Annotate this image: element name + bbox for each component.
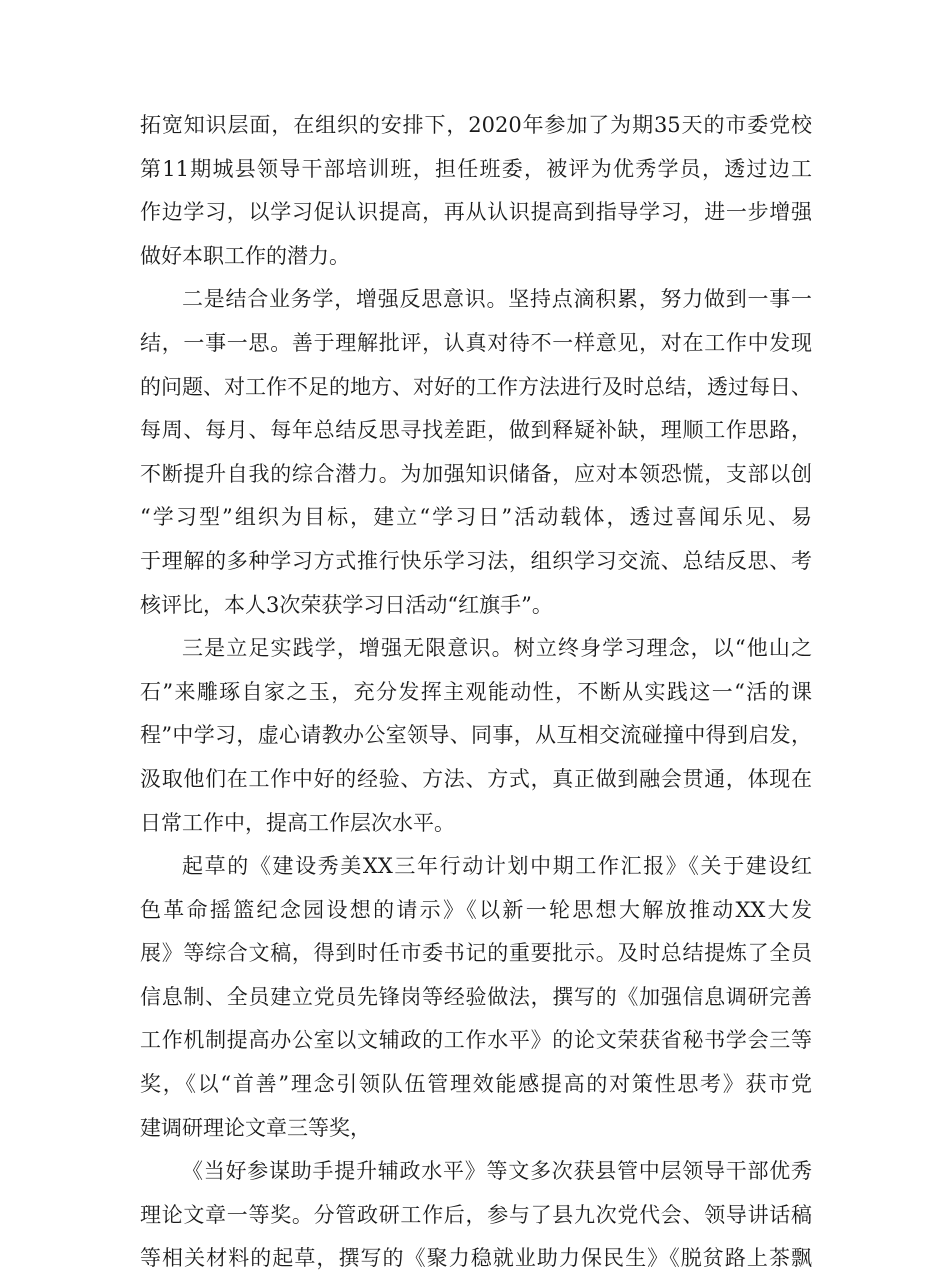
text-line: 奖，《以“首善”理念引领队伍管理效能感提高的对策性思考》获市党 bbox=[140, 1072, 812, 1097]
text-line: 三是立足实践学，增强无限意识。树立终身学习理念，以“他山之 bbox=[182, 636, 812, 661]
text-line: 展》等综合文稿，得到时任市委书记的重要批示。及时总结提炼了全员 bbox=[140, 941, 812, 966]
text-line: 的问题、对工作不足的地方、对好的工作方法进行及时总结，透过每日、 bbox=[140, 374, 812, 399]
text-line: 不断提升自我的综合潜力。为加强知识储备，应对本领恐慌，支部以创 bbox=[140, 461, 812, 486]
text-line: 信息制、全员建立党员先锋岗等经验做法，撰写的《加强信息调研完善 bbox=[140, 984, 812, 1009]
text-line: 做好本职工作的潜力。 bbox=[140, 243, 350, 268]
text-line: 作边学习，以学习促认识提高，再从认识提高到指导学习，进一步增强 bbox=[140, 200, 812, 225]
text-line: 汲取他们在工作中好的经验、方法、方式，真正做到融会贯通，体现在 bbox=[140, 766, 812, 791]
text-line: 核评比，本人3次荣获学习日活动“红旗手”。 bbox=[140, 592, 553, 617]
text-line: 于理解的多种学习方式推行快乐学习法，组织学习交流、总结反思、考 bbox=[140, 548, 812, 573]
text-line: 第11期城县领导干部培训班，担任班委，被评为优秀学员，透过边工 bbox=[140, 156, 812, 181]
paragraph-awards bbox=[140, 1150, 812, 1281]
paragraph-business-study bbox=[140, 278, 812, 627]
paragraph-practice-study bbox=[140, 627, 812, 845]
text-line: 每周、每月、每年总结反思寻找差距，做到释疑补缺，理顺工作思路， bbox=[140, 418, 812, 443]
text-line: 《当好参谋助手提升辅政水平》等文多次获县管中层领导干部优秀 bbox=[182, 1159, 812, 1184]
text-line: 日常工作中，提高工作层次水平。 bbox=[140, 810, 455, 835]
text-line: 程”中学习，虚心请教办公室领导、同事，从互相交流碰撞中得到启发， bbox=[140, 723, 812, 748]
text-line: 理论文章一等奖。分管政研工作后，参与了县九次党代会、领导讲话稿 bbox=[140, 1202, 812, 1227]
document-body bbox=[140, 104, 812, 1281]
text-line: 拓宽知识层面，在组织的安排下，2020年参加了为期35天的市委党校 bbox=[140, 113, 812, 137]
text-line: 结，一事一思。善于理解批评，认真对待不一样意见，对在工作中发现 bbox=[140, 330, 812, 355]
text-line: 起草的《建设秀美XX三年行动计划中期工作汇报》《关于建设红 bbox=[182, 854, 812, 879]
text-line: 工作机制提高办公室以文辅政的工作水平》的论文荣获省秘书学会三等 bbox=[140, 1028, 812, 1053]
text-line: 二是结合业务学，增强反思意识。坚持点滴积累，努力做到一事一 bbox=[182, 287, 812, 312]
text-line: “学习型”组织为目标，建立“学习日”活动载体，透过喜闻乐见、易 bbox=[140, 505, 812, 530]
text-line: 等相关材料的起草，撰写的《聚力稳就业助力保民生》《脱贫路上茶飘 bbox=[140, 1246, 812, 1271]
text-line: 建调研理论文章三等奖， bbox=[140, 1115, 371, 1140]
paragraph-drafting bbox=[140, 845, 812, 1150]
text-line: 色革命摇篮纪念园设想的请示》《以新一轮思想大解放推动XX大发 bbox=[140, 897, 812, 922]
paragraph-training bbox=[140, 104, 812, 278]
text-line: 石”来雕琢自家之玉，充分发挥主观能动性，不断从实践这一“活的课 bbox=[140, 679, 812, 704]
